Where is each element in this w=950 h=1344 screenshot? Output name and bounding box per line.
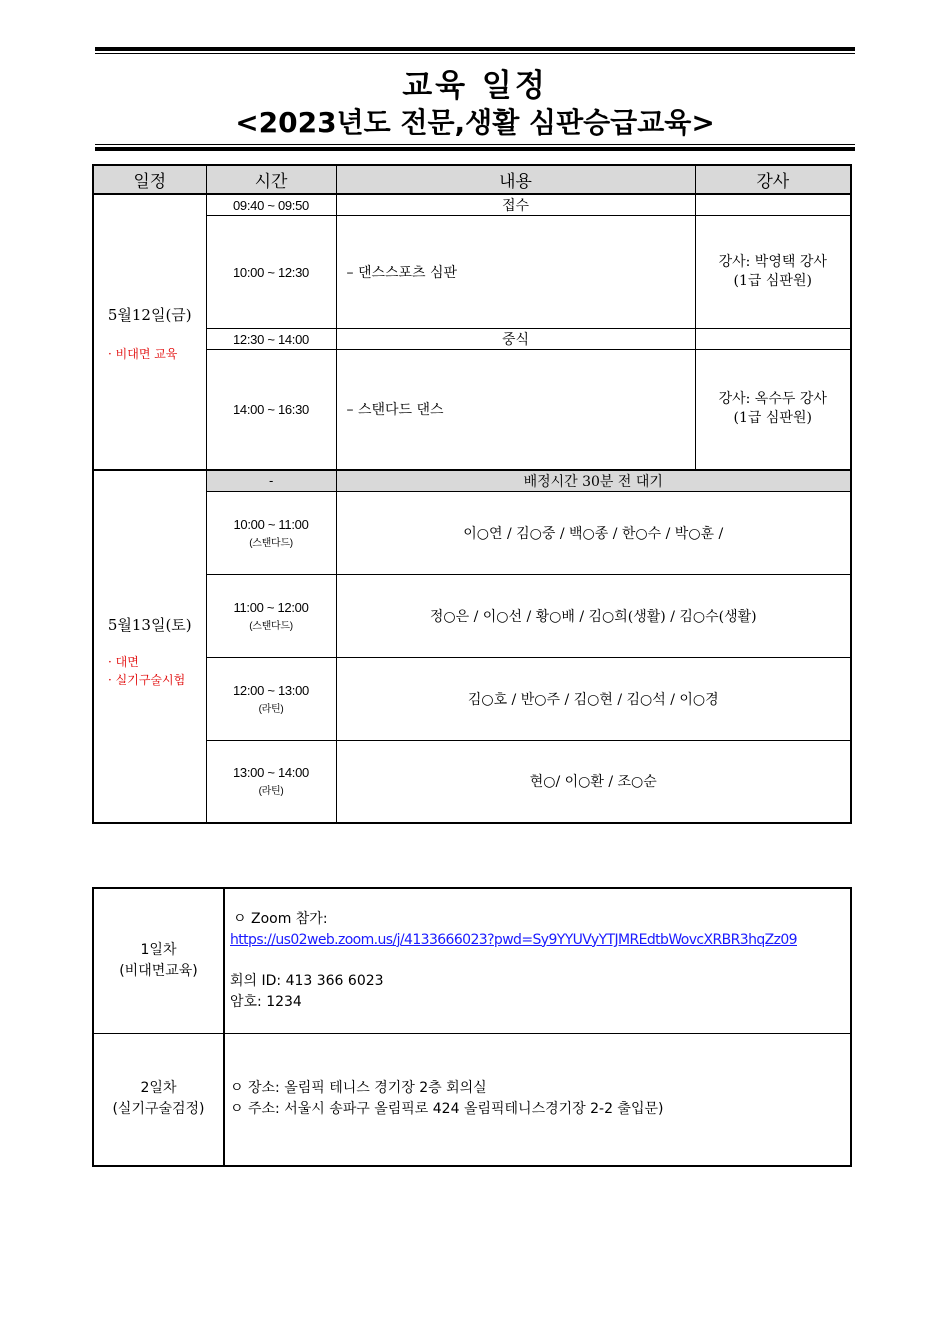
col-header-time: 시간 [206,165,336,194]
top-rule-thin [95,53,855,54]
content-cell: 접수 [336,194,695,216]
time-range: 11:00 ~ 12:00 [233,599,309,615]
time-cell: 10:00 ~ 12:30 [206,216,336,329]
bottom-rule [95,147,855,151]
time-cell: 14:00 ~ 16:30 [206,350,336,470]
table-row [93,329,851,350]
venue-address: ㅇ 주소: 서울시 송파구 올림픽로 424 올림픽테니스경기장 2-2 출입문) [230,1101,664,1118]
day2-note-1: · 대면 [108,654,139,669]
instructor-name: 강사: 박영택 강사 [718,254,827,270]
dance-type: (라틴) [258,703,284,715]
col-header-date: 일정 [93,165,206,194]
day1-note: · 비대면 교육 [108,347,178,362]
schedule-table [92,164,852,824]
participants-cell: 이○연 / 김○중 / 백○종 / 한○수 / 박○훈 / [336,491,851,574]
meeting-password: 암호: 1234 [230,993,302,1010]
table-row [93,350,851,470]
info-day1-label [93,888,224,1033]
col-header-instructor: 강사 [695,165,851,194]
col-header-content: 내용 [336,165,695,194]
schedule-header-row [93,165,851,194]
instructor-name: 강사: 옥수두 강사 [718,391,827,408]
time-cell [206,491,336,574]
info-day2-label [93,1033,224,1166]
page-title: 교육 일정 [402,68,548,104]
table-row [93,657,851,740]
participants-cell: 현○/ 이○환 / 조○순 [336,740,851,823]
table-row [93,216,851,329]
time-cell [206,740,336,823]
meeting-id: 회의 ID: 413 366 6023 [230,972,384,989]
instructor-cell [695,350,851,470]
table-row [93,574,851,657]
day2-note-2: · 실기구술시험 [108,672,186,687]
time-cell [206,574,336,657]
bottom-rule-thin [95,144,855,145]
time-cell [206,657,336,740]
instructor-cell [695,216,851,329]
content-cell: 중식 [336,329,695,350]
content-cell: – 댄스스포츠 심판 [336,216,695,329]
top-rule [95,47,855,51]
dance-type: (라틴) [258,786,284,798]
info-row-day1 [93,888,851,1033]
info-row-day2 [93,1033,851,1166]
instructor-cell [695,194,851,216]
time-range: 13:00 ~ 14:00 [233,765,309,781]
info-day1-body [224,888,851,1033]
info-day1-subtitle: (비대면교육) [119,962,198,979]
day1-date: 5월12일(금) [107,306,192,325]
page-subtitle: <2023년도 전문,생활 심판승급교육> [235,106,715,139]
instructor-cell [695,329,851,350]
time-cell: 09:40 ~ 09:50 [206,194,336,216]
content-cell: – 스탠다드 댄스 [336,350,695,470]
venue-place: ㅇ 장소: 올림픽 테니스 경기장 2층 회의실 [230,1080,487,1097]
zoom-link[interactable]: https://us02web.zoom.us/j/4133666023?pwd=Sy9YYUVyYTJMREdtbWovcXRBR3hqZz09 [230,931,797,948]
table-row [93,491,851,574]
table-row [93,470,851,492]
info-table [92,887,852,1167]
wait-notice: 배정시간 30분 전 대기 [336,470,851,492]
day2-date-cell [93,470,206,824]
table-row [93,740,851,823]
day1-date-cell [93,194,206,470]
time-range: 10:00 ~ 11:00 [233,516,309,532]
time-cell: - [206,470,336,492]
zoom-label: ㅇ Zoom 참가: [233,910,328,927]
instructor-grade: (1급 심판원) [733,273,812,289]
dance-type: (스탠다드) [249,537,293,549]
info-day2-title: 2일차 [140,1080,177,1097]
participants-cell: 김○호 / 반○주 / 김○현 / 김○석 / 이○경 [336,657,851,740]
info-day2-body [224,1033,851,1166]
info-day1-title: 1일차 [140,941,177,958]
participants-cell: 정○은 / 이○선 / 황○배 / 김○희(생활) / 김○수(생활) [336,574,851,657]
instructor-grade: (1급 심판원) [733,410,812,427]
time-cell: 12:30 ~ 14:00 [206,329,336,350]
time-range: 12:00 ~ 13:00 [233,682,309,698]
day2-date: 5월13일(토) [107,615,192,634]
info-day2-subtitle: (실기구술검정) [112,1101,205,1118]
table-row [93,194,851,216]
dance-type: (스탠다드) [249,620,293,632]
